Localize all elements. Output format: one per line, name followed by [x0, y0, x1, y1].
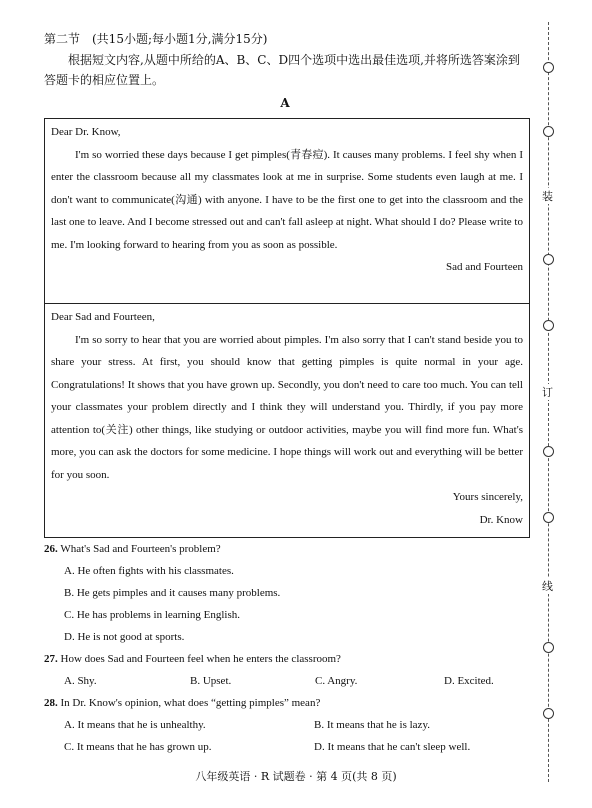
question-28-option-a: A. It means that he is unhealthy.	[64, 719, 206, 731]
question-27-option-b: B. Upset.	[190, 675, 232, 687]
letter-from-student	[51, 121, 523, 279]
question-28-option-b: B. It means that he is lazy.	[314, 719, 430, 731]
section-instructions: 根据短文内容,从题中所给的A、B、C、D四个选项中选出最佳选项,并将所选答案涂到答题卡的相应位置上。	[44, 53, 520, 87]
question-number: 26.	[44, 543, 58, 555]
binding-hole-icon	[543, 126, 554, 137]
question-text: What's Sad and Fourteen's problem?	[60, 543, 221, 555]
question-number: 28.	[44, 697, 58, 709]
section-heading: 第二节 (共15小题;每小题1分,满分15分)	[44, 32, 268, 46]
letters-box	[44, 118, 530, 538]
binding-char: 线	[542, 580, 553, 593]
question-28-option-c: C. It means that he has grown up.	[64, 741, 212, 753]
question-26-option-a: A. He often fights with his classmates.	[64, 565, 234, 577]
binding-hole-icon	[543, 254, 554, 265]
question-26	[44, 543, 221, 555]
binding-char: 订	[542, 386, 553, 399]
letter-from-doctor	[51, 306, 523, 531]
letter2-salutation: Dear Sad and Fourteen,	[51, 311, 155, 323]
question-text: In Dr. Know's opinion, what does “getting pimples” mean?	[60, 697, 321, 709]
letter1-signature: Sad and Fourteen	[446, 261, 523, 273]
letter1-salutation: Dear Dr. Know,	[51, 126, 121, 138]
binding-hole-icon	[543, 708, 554, 719]
binding-hole-icon	[543, 446, 554, 457]
question-text: How does Sad and Fourteen feel when he enters the classroom?	[60, 653, 341, 665]
page-footer: 八年级英语 · R 试题卷 · 第 4 页(共 8 页)	[195, 770, 397, 783]
question-26-option-d: D. He is not good at sports.	[64, 631, 185, 643]
question-27-option-c: C. Angry.	[315, 675, 358, 687]
binding-margin	[543, 22, 555, 782]
binding-hole-icon	[543, 512, 554, 523]
question-27-option-d: D. Excited.	[444, 675, 494, 687]
question-number: 27.	[44, 653, 58, 665]
letter2-body: I'm so sorry to hear that you are worried about pimples. I'm also sorry that I can't stand beside you to share your stress. At first, you should know that getting pimples is quite normal in your age. Congratulations! It shows that you have grown up. Secondly, you don't need to care too much. You can tell your classmates your problem directly and I think they will understand you. Thirdly, if you pay more attention to(关注) other things, like studying or outdoor activities, maybe you will find more fun. What's more, you can ask the doctors for some medicine. I hope things will work out and everything will be better for you soon.	[51, 333, 523, 481]
binding-hole-icon	[543, 320, 554, 331]
letter-divider	[45, 303, 529, 304]
binding-char: 装	[542, 190, 553, 203]
letter2-closing: Yours sincerely,	[452, 491, 523, 503]
question-26-option-b: B. He gets pimples and it causes many problems.	[64, 587, 281, 599]
question-28	[44, 697, 320, 709]
binding-hole-icon	[543, 642, 554, 653]
question-28-option-d: D. It means that he can't sleep well.	[314, 741, 471, 753]
letter1-body: I'm so worried these days because I get pimples(青春痘). It causes many problems. I feel shy when I enter the classroom because all my classmates look at me in surprise. Some students even laugh at me. I don't want to communicate(沟通) with anyone. I have to be the first one to get into the classroom and the last one to leave. And I become stressed out and can't fall asleep at night. What should I do? Please write to me. I'm looking forward to hearing from you as soon as possible.	[51, 148, 523, 251]
letter2-signature: Dr. Know	[479, 513, 523, 526]
passage-label: A	[280, 96, 290, 110]
question-26-option-c: C. He has problems in learning English.	[64, 609, 240, 621]
question-27	[44, 653, 341, 665]
question-27-option-a: A. Shy.	[64, 675, 97, 687]
binding-hole-icon	[543, 62, 554, 73]
